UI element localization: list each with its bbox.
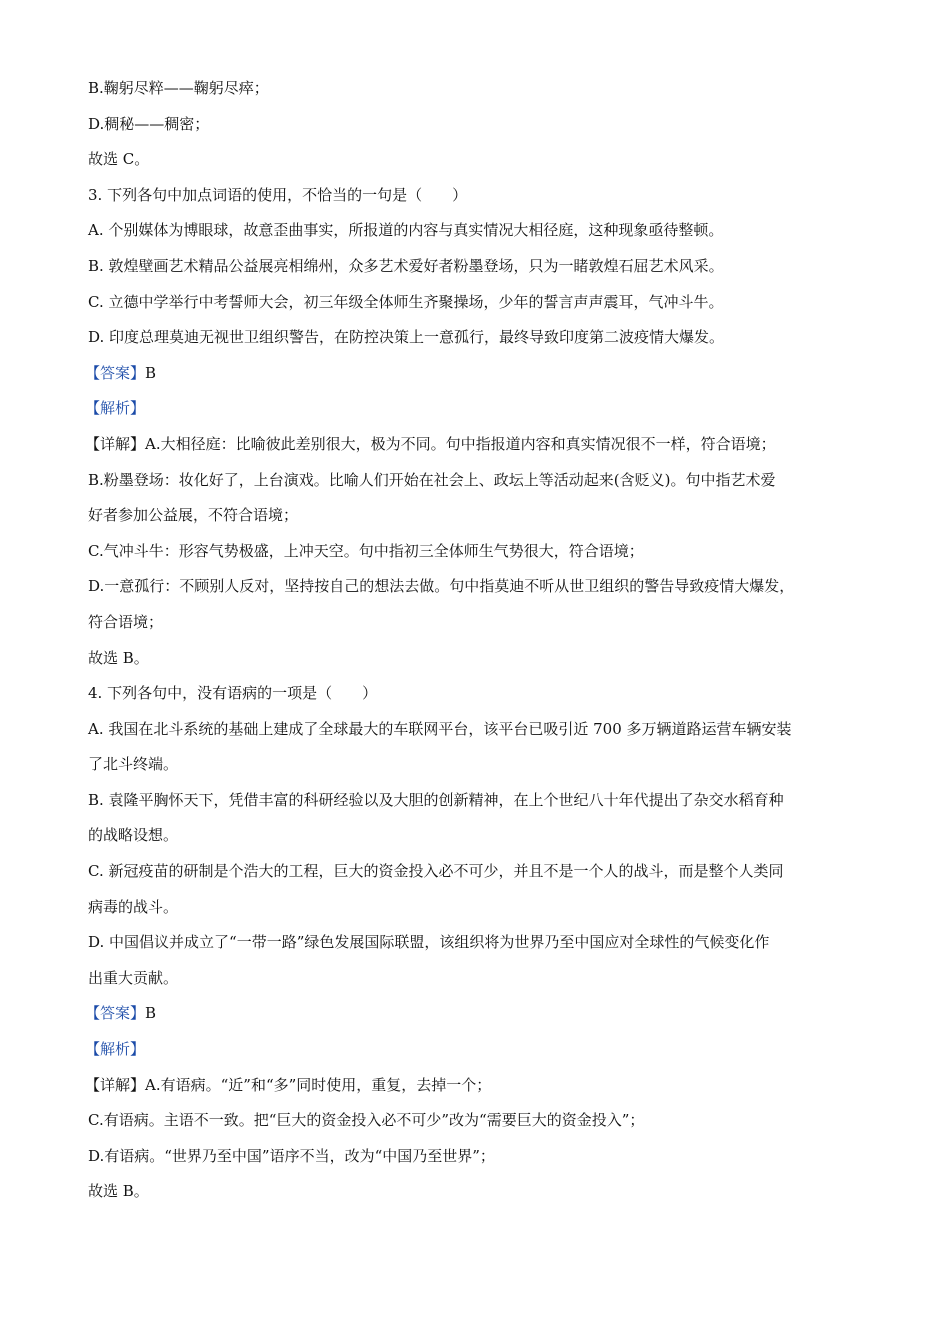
line-gap [88,774,873,790]
detail-tag: 【详解】 [85,1075,146,1094]
line-gap [88,952,873,968]
line-gap [88,596,873,612]
text-line: C. 立德中学举行中考誓师大会，初三年级全体师生齐聚操场，少年的誓言声声震耳，气冲斗牛。 [88,292,724,311]
text-line: 出重大贡献。 [88,968,179,987]
analysis-tag: 【解析】 [85,1040,146,1059]
text-line: 3. 下列各句中加点词语的使用，不恰当的一句是（ ） [88,185,468,204]
text-line: 4. 下列各句中，没有语病的一项是（ ） [88,684,378,703]
line-gap [88,739,873,755]
line-gap [88,525,873,541]
line-gap [88,632,873,648]
line-gap [88,917,873,933]
line-gap [88,1059,873,1075]
detail-tag: 【详解】 [85,434,146,453]
detail-text: A.大相径庭：比喻彼此差别很大，极为不同。句中指报道内容和真实情况很不一样，符合语境； [145,434,776,453]
text-line: 故选 C。 [88,150,150,169]
line-gap [88,1095,873,1111]
text-line: D.一意孤行：不顾别人反对，坚持按自己的想法去做。句中指莫迪不听从世卫组织的警告导致疫情大爆发， [88,577,795,596]
line-gap [88,454,873,470]
answer-line [85,363,870,383]
line-gap [88,1023,873,1039]
line-gap [88,988,873,1004]
line-gap [88,881,873,897]
text-line: C.有语病。主语不一致。把“巨大的资金投入必不可少”改为“需要巨大的资金投入”； [88,1111,645,1130]
line-gap [88,383,873,399]
line-gap [88,490,873,506]
answer-tag: 【答案】 [85,1004,146,1023]
text-line: 了北斗终端。 [88,755,179,774]
text-line: 符合语境； [88,612,164,631]
text-line: B. 袁隆平胸怀天下，凭借丰富的科研经验以及大胆的创新精神，在上个世纪八十年代提出了杂交水稻育种 [88,790,784,809]
line-gap [88,169,873,185]
text-line: A. 个别媒体为博眼球，故意歪曲事实，所报道的内容与真实情况大相径庭，这种现象亟待整顿。 [88,221,724,240]
text-line: 病毒的战斗。 [88,897,179,916]
answer-line [85,1003,870,1023]
answer-value: B [145,1004,157,1023]
text-line: C. 新冠疫苗的研制是个浩大的工程，巨大的资金投入必不可少，并且不是一个人的战斗，而是整个人类同 [88,862,784,881]
line-gap [88,312,873,328]
text-line: D.有语病。“世界乃至中国”语序不当，改为“中国乃至世界”； [88,1146,495,1165]
line-gap [88,240,873,256]
answer-tag: 【答案】 [85,363,146,382]
text-line: 好者参加公益展，不符合语境； [88,506,299,525]
analysis-line [85,1039,870,1059]
line-gap [88,1130,873,1146]
line-gap [88,134,873,150]
text-line: A. 我国在北斗系统的基础上建成了全球最大的车联网平台，该平台已吸引近 700 多万辆道路运营车辆安装 [88,719,792,738]
line-gap [88,98,873,114]
line-gap [88,703,873,719]
detail-text: A.有语病。“近”和“多”同时使用，重复，去掉一个； [145,1075,492,1094]
line-gap [88,1166,873,1182]
text-line: D. 中国倡议并成立了“一带一路”绿色发展国际联盟，该组织将为世界乃至中国应对全球性的气候变化作 [88,933,770,952]
text-line: B.鞠躬尽粹——鞠躬尽瘁； [88,79,269,97]
line-gap [88,810,873,826]
text-line: C.气冲斗牛：形容气势极盛，上冲天空。句中指初三全体师生气势很大，符合语境； [88,541,644,560]
line-gap [88,668,873,684]
analysis-tag: 【解析】 [85,399,146,418]
line-gap [88,205,873,221]
text-line: D. 印度总理莫迪无视世卫组织警告，在防控决策上一意孤行，最终导致印度第二波疫情大爆发。 [88,328,725,347]
text-line: 的战略设想。 [88,826,179,845]
analysis-line [85,398,870,418]
answer-value: B [145,363,157,382]
detail-line [85,1075,870,1095]
line-gap [88,347,873,363]
line-gap [88,845,873,861]
text-line: B. 敦煌壁画艺术精品公益展亮相绵州，众多艺术爱好者粉墨登场，只为一睹敦煌石屈艺术风采。 [88,256,724,275]
line-gap [88,418,873,434]
text-line: B.粉墨登场：妆化好了，上台演戏。比喻人们开始在社会上、政坛上等活动起来(含贬义)。句中指艺术爱 [88,470,776,489]
line-gap [88,561,873,577]
text-line: 故选 B。 [88,648,149,667]
text-line: 故选 B。 [88,1182,149,1201]
text-line: D.稠秘——稠密； [88,114,210,133]
detail-line [85,434,870,454]
document-body [85,78,873,1201]
line-gap [88,276,873,292]
